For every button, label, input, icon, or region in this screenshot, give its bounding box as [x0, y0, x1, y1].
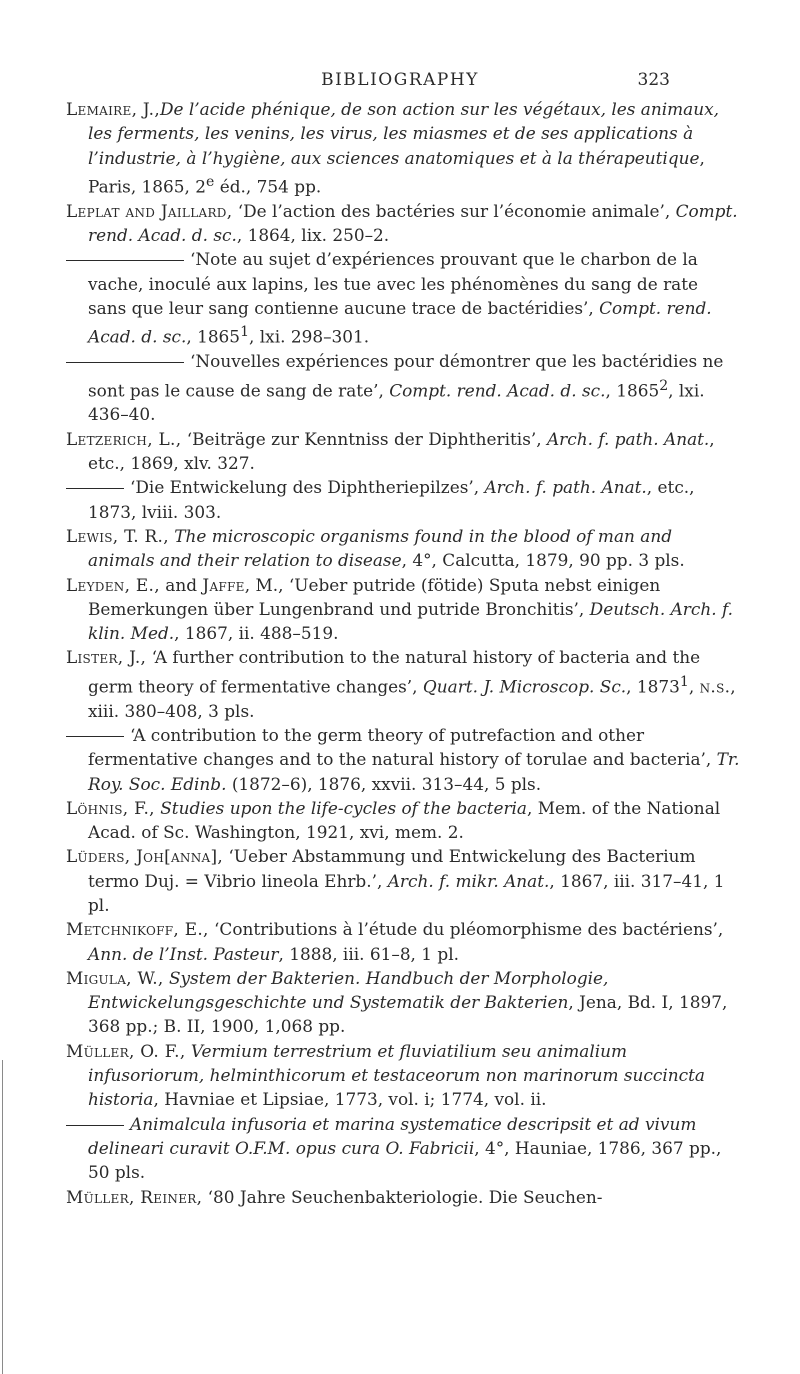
entry-text: , xiii. 380–408, 3 pls.	[88, 676, 736, 721]
page-number: 323	[637, 70, 670, 90]
entry-text: ‘Note au sujet d’expériences prouvant que le charbon de la vache, inoculé aux lapins, les tue avec les phénomènes du sang de rate sans que leur sang contienne aucune trace de bactéridies’,	[88, 249, 699, 318]
running-title: BIBLIOGRAPHY	[321, 70, 479, 90]
entry-text: , lxi. 298–301.	[249, 326, 370, 347]
entry-superscript: 2	[659, 377, 669, 394]
entry-author: Leyden, E.,	[66, 574, 160, 595]
entry-text: , etc., 1869, xlv. 327.	[88, 428, 715, 474]
bibliography-entry	[66, 844, 740, 917]
entry-text: , Paris, 1865, 2	[88, 147, 705, 197]
entry-author: Lüders, Joh[anna],	[66, 846, 224, 867]
entry-text: ‘Nouvelles expériences pour démontrer que les bactéridies ne sont pas le cause de sang de rate’,	[88, 351, 724, 401]
entry-title-italic: The microscopic organisms found in the blood of man and animals and their relation to disease	[88, 525, 673, 571]
entry-author: Lister, J.,	[66, 647, 147, 668]
entry-text: éd., 754 pp.	[214, 176, 322, 197]
entry-text: ,	[688, 676, 700, 697]
bibliography-entry	[66, 427, 740, 476]
entry-title-italic: Tr. Roy. Soc. Edinb.	[88, 749, 740, 794]
entry-title-italic: Animalcula infusoria et marina systematice descripsit et ad vivum delineari curavit O.F.M. opus cura O. Fabricii	[88, 1113, 697, 1158]
bibliography-entry	[66, 199, 740, 248]
entry-text: and	[159, 574, 203, 595]
entry-author: Lewis, T. R.,	[66, 525, 169, 546]
ditto-dash	[66, 260, 184, 261]
entry-text: ‘Contributions à l’étude du pléomorphisme des bactériens’,	[208, 919, 724, 940]
entry-title-italic: De l’acide phénique, de son action sur les végétaux, les animaux, les ferments, les venins, les virus, les miasmes et de ses applications à l’industrie, à l’hygiène, aux sciences anatomiques et à la thérapeutique	[88, 99, 719, 168]
entry-text: ‘Die Entwickelung des Diphtheriepilzes’,	[130, 477, 485, 498]
entry-text: ‘80 Jahre Seuchenbakteriologie. Die Seuchen-	[202, 1186, 603, 1207]
entry-title-italic: Deutsch. Arch. f. klin. Med.	[88, 598, 733, 644]
ditto-dash	[66, 362, 184, 363]
bibliography-entry	[66, 645, 740, 723]
entry-title-italic: Compt. rend. Acad. d. sc.	[88, 200, 738, 246]
bibliography-entry	[66, 1112, 740, 1185]
entry-smallcaps-text: Jaffe	[202, 574, 245, 595]
entry-text: , 1864, lix. 250–2.	[236, 225, 390, 246]
entry-title-italic: Arch. f. path. Anat.	[546, 428, 710, 449]
entry-text: , 1867, ii. 488–519.	[174, 623, 339, 644]
bibliography-entry	[66, 966, 740, 1039]
entry-text: ‘A contribution to the germ theory of putrefaction and other fermentative changes and to the natural history of torulae and bacteria’,	[88, 724, 717, 770]
bibliography-entry	[66, 475, 740, 524]
entry-text: ‘Beiträge zur Kenntniss der Diphtheritis’,	[181, 428, 547, 449]
bibliography-entry	[66, 723, 740, 796]
bibliography-entry	[66, 796, 740, 845]
entry-title-italic: Compt. rend. Acad. d. sc.	[389, 380, 606, 401]
entry-author: Müller, Reiner,	[66, 1186, 203, 1207]
ditto-dash	[66, 736, 124, 737]
entry-text: , etc., 1873, lviii. 303.	[88, 477, 695, 522]
bibliography-entry	[66, 1039, 740, 1112]
entry-text: , 1865	[186, 326, 241, 347]
entry-title-italic: Arch. f. path. Anat.	[484, 477, 647, 498]
scan-edge-line	[2, 1060, 3, 1374]
entry-text: , M., ‘Ueber putride (fötide) Sputa nebst einigen Bemerkungen über Lungenbrand und putride Bronchitis’,	[88, 574, 661, 619]
bibliography-list	[66, 97, 740, 1209]
entry-text: , 4°, Hauniae, 1786, 367 pp., 50 pls.	[88, 1137, 722, 1183]
entry-title-italic: Vermium terrestrium et fluviatilium seu animalium infusoriorum, helminthicorum et testaceorum non marinorum succincta historia	[88, 1040, 705, 1110]
ditto-dash	[66, 1125, 124, 1126]
entry-text: (1872–6), 1876, xxvii. 313–44, 5 pls.	[226, 773, 542, 794]
entry-smallcaps-text: n.s.	[699, 676, 731, 697]
entry-title-italic: Ann. de l’Inst. Pasteur	[88, 943, 279, 964]
entry-text: ‘A further contribution to the natural history of bacteria and the germ theory of fermentative changes’,	[88, 647, 701, 697]
entry-author: Migula, W.,	[66, 967, 164, 988]
entry-author: Letzerich, L.,	[66, 428, 182, 449]
entry-author: Metchnikoff, E.,	[66, 919, 209, 940]
entry-title-italic: Studies upon the life-cycles of the bacteria	[160, 797, 527, 818]
entry-superscript: 1	[240, 324, 250, 341]
entry-superscript: 1	[679, 673, 689, 690]
entry-text: , 1865	[605, 380, 660, 401]
entry-text: , Havniae et Lipsiae, 1773, vol. i; 1774, vol. ii.	[153, 1089, 547, 1110]
bibliography-entry	[66, 97, 740, 199]
entry-superscript: e	[206, 173, 215, 190]
entry-title-italic: Compt. rend. Acad. d. sc.	[88, 298, 712, 347]
bibliography-entry	[66, 573, 740, 646]
ditto-dash	[66, 488, 124, 489]
bibliography-entry	[66, 247, 740, 349]
bibliography-entry	[66, 524, 740, 573]
bibliography-entry	[66, 349, 740, 427]
entry-author: Leplat and Jaillard,	[66, 200, 233, 221]
entry-title-italic: System der Bakterien. Handbuch der Morphologie, Entwickelungsgeschichte und Systematik der Bakterien	[88, 967, 609, 1013]
entry-title-italic: Quart. J. Microscop. Sc.	[422, 676, 627, 697]
page-header	[0, 68, 800, 98]
entry-text: , Jena, Bd. I, 1897, 368 pp.; B. II, 1900, 1,068 pp.	[88, 992, 728, 1037]
entry-text: , 1873	[626, 676, 680, 697]
entry-text: ‘De l’action des bactéries sur l’économie animale’,	[232, 200, 676, 221]
bibliography-entry	[66, 917, 740, 966]
entry-title-italic: Arch. f. mikr. Anat.	[387, 870, 550, 891]
entry-author: Lemaire, J.,	[66, 99, 160, 119]
entry-text: , Mem. of the National Acad. of Sc. Washington, 1921, xvi, mem. 2.	[88, 797, 721, 843]
entry-text: , 1888, iii. 61–8, 1 pl.	[278, 943, 459, 964]
entry-text: , 1867, iii. 317–41, 1 pl.	[88, 870, 725, 915]
entry-author: Müller, O. F.,	[66, 1040, 186, 1061]
entry-text: , 4°, Calcutta, 1879, 90 pp. 3 pls.	[401, 550, 685, 571]
entry-text: , lxi. 436–40.	[88, 380, 705, 425]
bibliography-entry	[66, 1185, 740, 1209]
entry-author: Löhnis, F.,	[66, 797, 155, 818]
entry-text: ‘Ueber Abstammung und Entwickelung des Bacterium termo Duj. = Vibrio lineola Ehrb.’,	[88, 846, 696, 891]
